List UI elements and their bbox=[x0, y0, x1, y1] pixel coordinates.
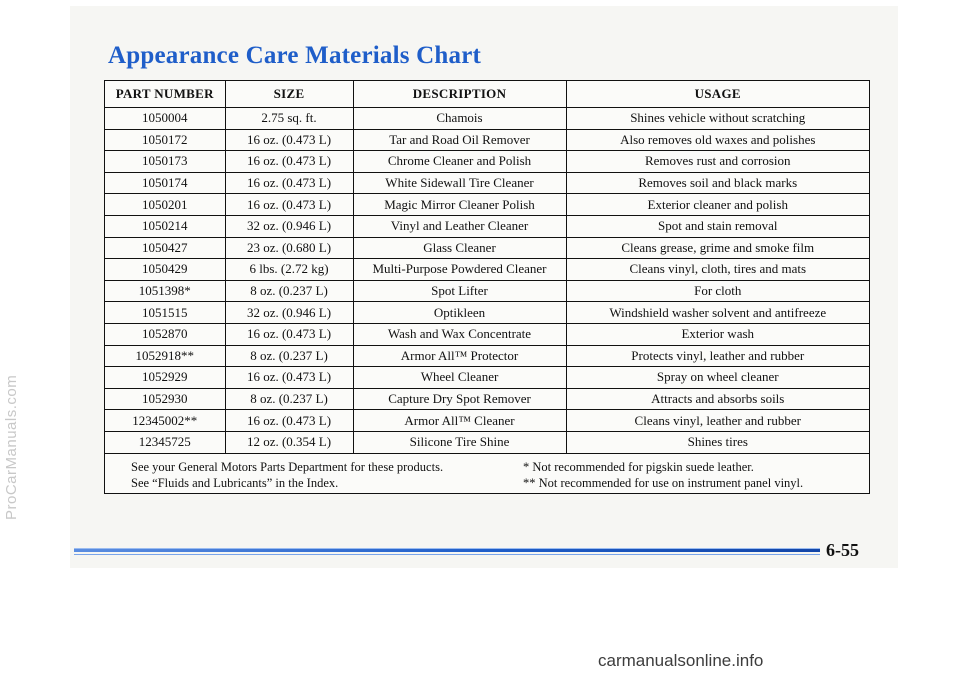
table-row bbox=[105, 194, 869, 216]
cell-size: 16 oz. (0.473 L) bbox=[225, 172, 353, 194]
cell-usage: Attracts and absorbs soils bbox=[566, 388, 869, 410]
cell-size: 32 oz. (0.946 L) bbox=[225, 302, 353, 324]
cell-size: 16 oz. (0.473 L) bbox=[225, 151, 353, 173]
cell-size: 2.75 sq. ft. bbox=[225, 108, 353, 130]
cell-usage: Shines tires bbox=[566, 431, 869, 453]
cell-part-number: 1050004 bbox=[105, 108, 225, 130]
side-watermark: ProCarManuals.com bbox=[3, 374, 20, 520]
table-row bbox=[105, 172, 869, 194]
table-row bbox=[105, 237, 869, 259]
table-row bbox=[105, 108, 869, 130]
cell-description: Chamois bbox=[353, 108, 566, 130]
cell-usage: Removes soil and black marks bbox=[566, 172, 869, 194]
cell-usage: Cleans vinyl, leather and rubber bbox=[566, 410, 869, 432]
cell-usage: Protects vinyl, leather and rubber bbox=[566, 345, 869, 367]
bottom-watermark: carmanualsonline.info bbox=[598, 651, 764, 670]
cell-size: 16 oz. (0.473 L) bbox=[225, 323, 353, 345]
table-header-row bbox=[105, 81, 869, 108]
footnote-parts-dept: See your General Motors Parts Department for these products. bbox=[131, 460, 444, 474]
cell-description: Wheel Cleaner bbox=[353, 367, 566, 389]
table-row bbox=[105, 388, 869, 410]
cell-description: Vinyl and Leather Cleaner bbox=[353, 215, 566, 237]
cell-usage: Cleans vinyl, cloth, tires and mats bbox=[566, 259, 869, 281]
cell-description: Spot Lifter bbox=[353, 280, 566, 302]
cell-usage: Windshield washer solvent and antifreeze bbox=[566, 302, 869, 324]
cell-description: Armor All™ Cleaner bbox=[353, 410, 566, 432]
cell-part-number: 1051515 bbox=[105, 302, 225, 324]
cell-description: White Sidewall Tire Cleaner bbox=[353, 172, 566, 194]
cell-part-number: 12345725 bbox=[105, 431, 225, 453]
page-title: Appearance Care Materials Chart bbox=[108, 42, 482, 69]
cell-part-number: 1052929 bbox=[105, 367, 225, 389]
cell-usage: Spray on wheel cleaner bbox=[566, 367, 869, 389]
footnotes bbox=[105, 456, 869, 494]
cell-size: 32 oz. (0.946 L) bbox=[225, 215, 353, 237]
cell-size: 8 oz. (0.237 L) bbox=[225, 280, 353, 302]
table-row bbox=[105, 410, 869, 432]
cell-usage: For cloth bbox=[566, 280, 869, 302]
table-row bbox=[105, 129, 869, 151]
cell-size: 23 oz. (0.680 L) bbox=[225, 237, 353, 259]
header-part-number: PART NUMBER bbox=[105, 81, 225, 108]
cell-usage: Exterior wash bbox=[566, 323, 869, 345]
cell-size: 16 oz. (0.473 L) bbox=[225, 367, 353, 389]
cell-part-number: 1050201 bbox=[105, 194, 225, 216]
cell-size: 6 lbs. (2.72 kg) bbox=[225, 259, 353, 281]
cell-usage: Cleans grease, grime and smoke film bbox=[566, 237, 869, 259]
cell-part-number: 1050174 bbox=[105, 172, 225, 194]
table-row bbox=[105, 323, 869, 345]
cell-size: 16 oz. (0.473 L) bbox=[225, 410, 353, 432]
cell-description: Chrome Cleaner and Polish bbox=[353, 151, 566, 173]
table-row bbox=[105, 302, 869, 324]
footer-rule bbox=[74, 548, 820, 552]
cell-size: 12 oz. (0.354 L) bbox=[225, 431, 353, 453]
table-body bbox=[105, 108, 869, 454]
footnote-single-star: * Not recommended for pigskin suede leather. bbox=[523, 460, 754, 474]
page-number: 6-55 bbox=[826, 540, 859, 560]
header-description: DESCRIPTION bbox=[353, 81, 566, 108]
table-row bbox=[105, 259, 869, 281]
cell-description: Capture Dry Spot Remover bbox=[353, 388, 566, 410]
table-row bbox=[105, 431, 869, 453]
materials-chart bbox=[104, 80, 870, 494]
cell-part-number: 1050172 bbox=[105, 129, 225, 151]
cell-description: Armor All™ Protector bbox=[353, 345, 566, 367]
table-row bbox=[105, 345, 869, 367]
cell-part-number: 1050173 bbox=[105, 151, 225, 173]
footer-rule-thin bbox=[74, 554, 820, 555]
cell-part-number: 12345002** bbox=[105, 410, 225, 432]
header-usage: USAGE bbox=[566, 81, 869, 108]
table-row bbox=[105, 215, 869, 237]
cell-size: 8 oz. (0.237 L) bbox=[225, 345, 353, 367]
cell-description: Silicone Tire Shine bbox=[353, 431, 566, 453]
table-row bbox=[105, 367, 869, 389]
table-row bbox=[105, 151, 869, 173]
cell-part-number: 1051398* bbox=[105, 280, 225, 302]
cell-size: 8 oz. (0.237 L) bbox=[225, 388, 353, 410]
cell-description: Glass Cleaner bbox=[353, 237, 566, 259]
table-row bbox=[105, 280, 869, 302]
cell-part-number: 1052918** bbox=[105, 345, 225, 367]
materials-table bbox=[105, 81, 869, 454]
cell-usage: Exterior cleaner and polish bbox=[566, 194, 869, 216]
cell-part-number: 1050427 bbox=[105, 237, 225, 259]
cell-description: Multi-Purpose Powdered Cleaner bbox=[353, 259, 566, 281]
cell-usage: Spot and stain removal bbox=[566, 215, 869, 237]
cell-description: Optikleen bbox=[353, 302, 566, 324]
cell-description: Magic Mirror Cleaner Polish bbox=[353, 194, 566, 216]
cell-size: 16 oz. (0.473 L) bbox=[225, 129, 353, 151]
cell-part-number: 1052930 bbox=[105, 388, 225, 410]
cell-part-number: 1050429 bbox=[105, 259, 225, 281]
cell-usage: Shines vehicle without scratching bbox=[566, 108, 869, 130]
footnote-double-star: ** Not recommended for use on instrument panel vinyl. bbox=[523, 476, 804, 490]
cell-description: Wash and Wax Concentrate bbox=[353, 323, 566, 345]
cell-usage: Also removes old waxes and polishes bbox=[566, 129, 869, 151]
cell-usage: Removes rust and corrosion bbox=[566, 151, 869, 173]
cell-part-number: 1052870 bbox=[105, 323, 225, 345]
header-size: SIZE bbox=[225, 81, 353, 108]
cell-size: 16 oz. (0.473 L) bbox=[225, 194, 353, 216]
cell-part-number: 1050214 bbox=[105, 215, 225, 237]
footnote-fluids-index: See “Fluids and Lubricants” in the Index. bbox=[131, 476, 339, 490]
cell-description: Tar and Road Oil Remover bbox=[353, 129, 566, 151]
